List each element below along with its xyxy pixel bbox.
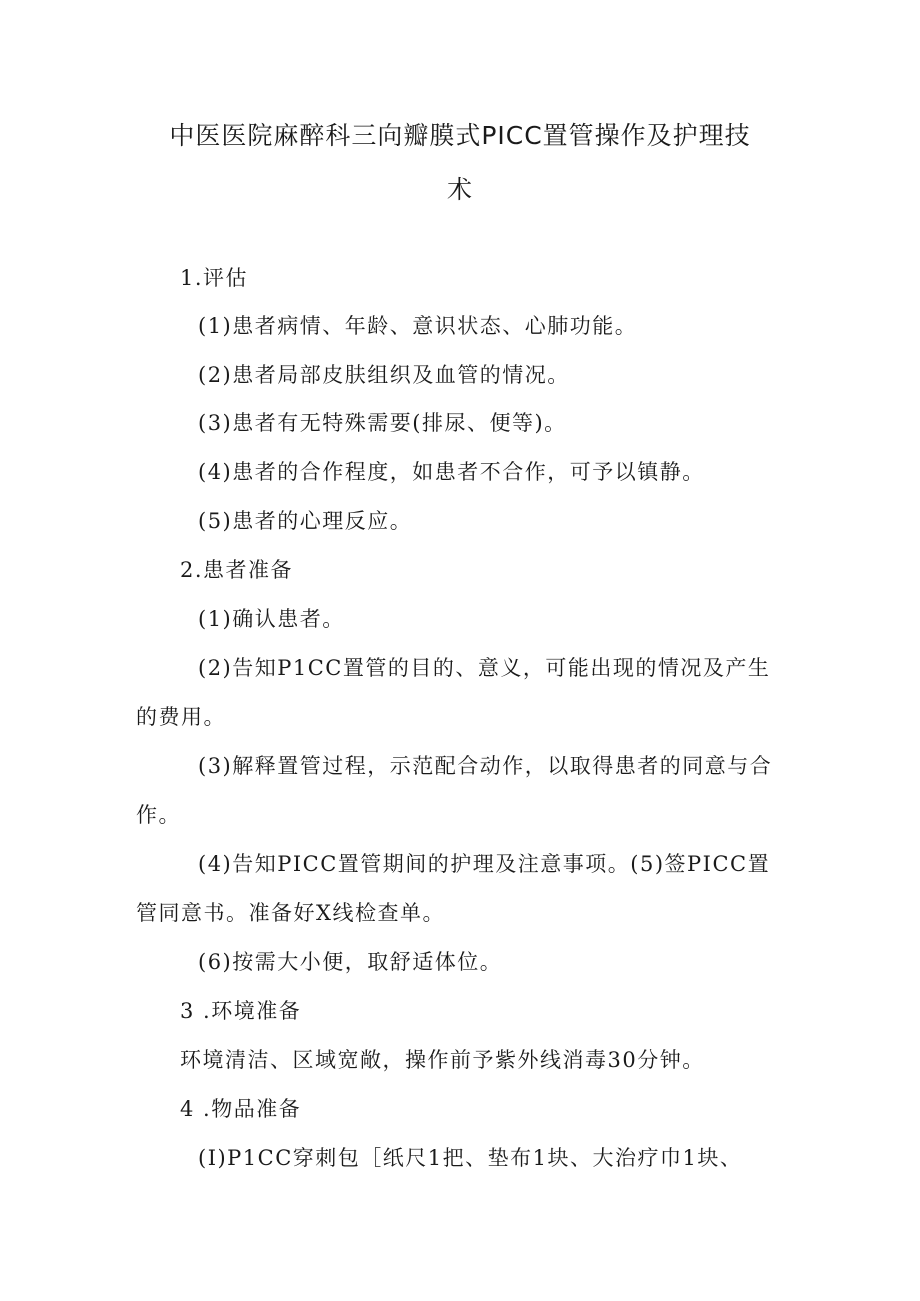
section-heading-patient-prep: 2.患者准备: [180, 558, 294, 582]
paragraph-line: (4)患者的合作程度，如患者不合作，可予以镇静。: [198, 460, 705, 484]
section-heading-assessment: 1.评估: [180, 266, 249, 290]
paragraph-line: 环境清洁、区域宽敞，操作前予紫外线消毒30分钟。: [180, 1048, 705, 1072]
section-heading-environment-prep: 3 .环境准备: [180, 999, 302, 1023]
paragraph-line: (1)确认患者。: [198, 607, 345, 631]
paragraph-line: (6)按需大小便，取舒适体位。: [198, 950, 503, 974]
paragraph-line: 的费用。: [136, 705, 226, 729]
document-title-line-1: 中医医院麻醉科三向瓣膜式PICC置管操作及护理技: [169, 121, 751, 150]
paragraph-line: (I)P1CC穿刺包［纸尺1把、垫布1块、大治疗巾1块、: [198, 1146, 743, 1170]
paragraph-line: 作。: [136, 803, 181, 827]
paragraph-line: (5)患者的心理反应。: [198, 509, 413, 533]
paragraph-line: (1)患者病情、年龄、意识状态、心肺功能。: [198, 314, 638, 338]
paragraph-line: 管同意书。准备好X线检查单。: [136, 901, 445, 925]
paragraph-line: (3)解释置管过程，示范配合动作，以取得患者的同意与合: [198, 754, 773, 778]
document-title-line-2: 术: [446, 175, 473, 204]
paragraph-line: (4)告知PICC置管期间的护理及注意事项。(5)签PICC置: [198, 852, 771, 876]
paragraph-line: (2)告知P1CC置管的目的、意义，可能出现的情况及产生: [198, 656, 771, 680]
paragraph-line: (3)患者有无特殊需要(排尿、便等)。: [198, 411, 567, 435]
section-heading-supplies-prep: 4 .物品准备: [180, 1097, 302, 1121]
paragraph-line: (2)患者局部皮肤组织及血管的情况。: [198, 363, 570, 387]
